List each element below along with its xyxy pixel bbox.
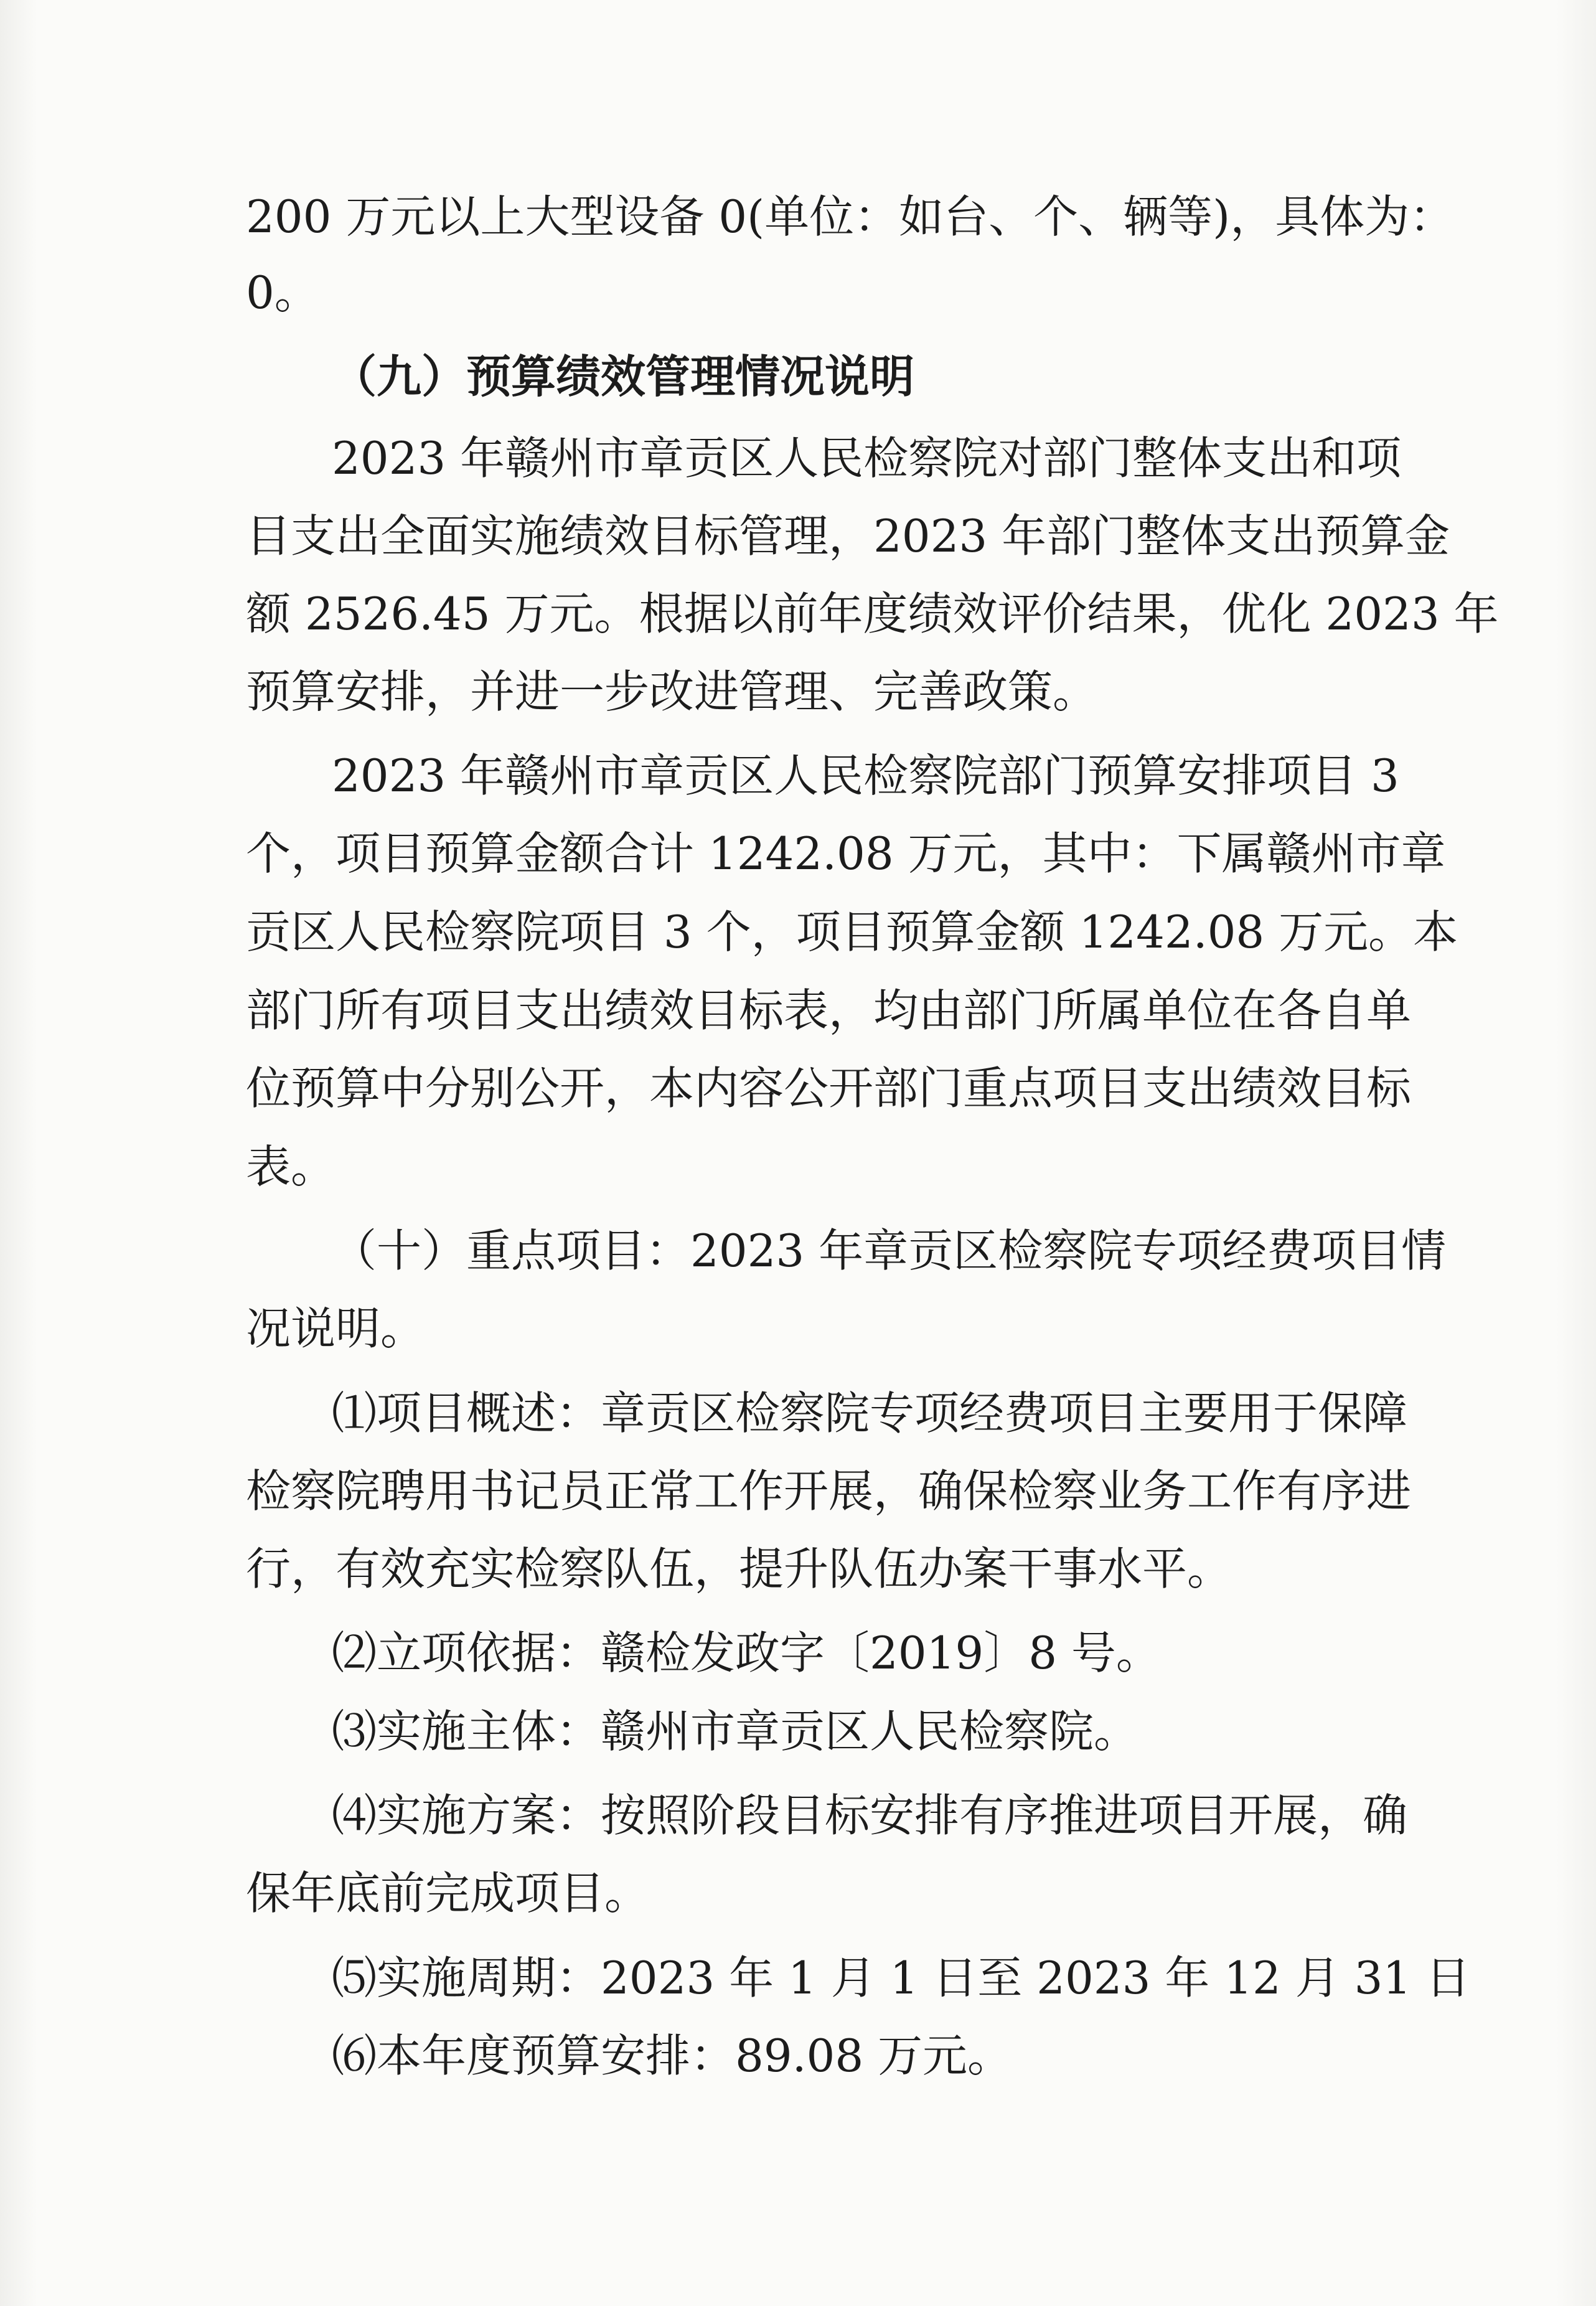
text-line: ⑴项目概述：章贡区检察院专项经费项目主要用于保障 — [332, 1387, 1408, 1439]
text-line: 2023 年赣州市章贡区人民检察院对部门整体支出和项 — [332, 432, 1402, 484]
text-line: ⑷实施方案：按照阶段目标安排有序推进项目开展，确 — [332, 1789, 1408, 1842]
text-line: 目支出全面实施绩效目标管理，2023 年部门整体支出预算金 — [246, 510, 1450, 562]
text-line: ⑶实施主体：赣州市章贡区人民检察院。 — [332, 1705, 1139, 1758]
text-line: 行，有效充实检察队伍，提升队伍办案干事水平。 — [246, 1543, 1232, 1595]
text-line: 部门所有项目支出绩效目标表，均由部门所属单位在各自单 — [246, 984, 1412, 1037]
text-line: 预算安排，并进一步改进管理、完善政策。 — [246, 666, 1098, 718]
text-line: 2023 年赣州市章贡区人民检察院部门预算安排项目 3 — [332, 750, 1399, 802]
text-line: 贡区人民检察院项目 3 个，项目预算金额 1242.08 万元。本 — [246, 906, 1458, 958]
text-line: 位预算中分别公开，本内容公开部门重点项目支出绩效目标 — [246, 1062, 1412, 1114]
text-line: ⑹本年度预算安排：89.08 万元。 — [332, 2030, 1013, 2082]
text-line: 200 万元以上大型设备 0(单位：如台、个、辆等)，具体为： — [246, 191, 1455, 243]
text-line: 额 2526.45 万元。根据以前年度绩效评价结果，优化 2023 年 — [246, 588, 1499, 640]
text-line: 个，项目预算金额合计 1242.08 万元，其中：下属赣州市章 — [246, 827, 1446, 880]
text-line: （十）重点项目：2023 年章贡区检察院专项经费项目情 — [332, 1225, 1447, 1277]
text-line: 况说明。 — [246, 1302, 426, 1355]
text-line: 检察院聘用书记员正常工作开展，确保检察业务工作有序进 — [246, 1465, 1412, 1517]
text-line: ⑸实施周期：2023 年 1 月 1 日至 2023 年 12 月 31 日 — [332, 1952, 1471, 2004]
text-line: 表。 — [246, 1141, 336, 1193]
text-line: ⑵立项依据：赣检发政字〔2019〕8 号。 — [332, 1627, 1161, 1679]
section-heading: （九）预算绩效管理情况说明 — [332, 350, 915, 403]
text-line: 0。 — [246, 266, 319, 319]
text-line: 保年底前完成项目。 — [246, 1867, 650, 1919]
